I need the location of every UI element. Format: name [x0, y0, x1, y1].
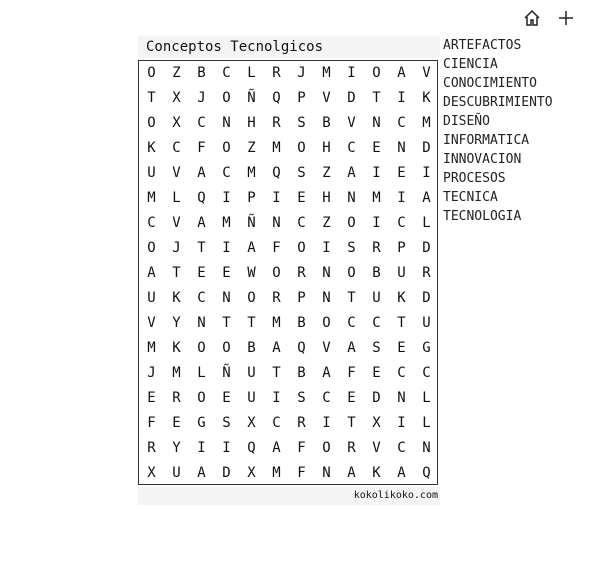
grid-cell[interactable]: O	[197, 340, 206, 356]
grid-cell[interactable]: V	[172, 165, 181, 181]
grid-cell[interactable]: X	[247, 465, 256, 481]
grid-cell[interactable]: I	[322, 415, 331, 431]
grid-cell[interactable]: E	[397, 165, 406, 181]
grid-cell[interactable]: Ñ	[247, 90, 256, 106]
grid-cell[interactable]: S	[372, 340, 381, 356]
grid-cell[interactable]: M	[272, 465, 281, 481]
grid-cell[interactable]: E	[397, 340, 406, 356]
grid-cell[interactable]: X	[147, 465, 156, 481]
grid-cell[interactable]: Q	[197, 190, 206, 206]
grid-cell[interactable]: C	[347, 140, 356, 156]
grid-cell[interactable]: Q	[422, 465, 431, 481]
grid-cell[interactable]: Z	[247, 140, 256, 156]
grid-cell[interactable]: Y	[172, 440, 181, 456]
grid-cell[interactable]: T	[172, 265, 181, 281]
grid-cell[interactable]: C	[397, 215, 406, 231]
grid-cell[interactable]: E	[297, 190, 306, 206]
grid-cell[interactable]: K	[397, 290, 406, 306]
grid-cell[interactable]: M	[322, 65, 331, 81]
grid-cell[interactable]: J	[197, 90, 206, 106]
word-list-item: PROCESOS	[443, 171, 506, 186]
grid-cell[interactable]: R	[372, 240, 381, 256]
grid-cell[interactable]: U	[422, 315, 431, 331]
grid-cell[interactable]: P	[297, 90, 306, 106]
grid-cell[interactable]: E	[172, 415, 181, 431]
grid-cell[interactable]: A	[422, 190, 431, 206]
grid-cell[interactable]: B	[197, 65, 206, 81]
grid-cell[interactable]: O	[147, 65, 156, 81]
grid-cell[interactable]: I	[347, 65, 356, 81]
grid-cell[interactable]: A	[147, 265, 156, 281]
grid-cell[interactable]: M	[422, 115, 431, 131]
grid-cell[interactable]: L	[247, 65, 256, 81]
word-list	[443, 36, 553, 226]
grid-cell[interactable]: C	[197, 115, 206, 131]
grid-cell[interactable]: N	[372, 115, 381, 131]
grid-cell[interactable]: O	[222, 340, 231, 356]
word-search-puzzle	[138, 36, 440, 505]
grid-cell[interactable]: J	[172, 240, 181, 256]
grid-cell[interactable]: I	[222, 240, 231, 256]
puzzle-title: Conceptos Tecnolgicos	[138, 36, 440, 58]
top-toolbar	[522, 8, 576, 28]
grid-cell[interactable]: O	[297, 240, 306, 256]
grid-cell[interactable]: E	[347, 390, 356, 406]
grid-cell[interactable]: R	[147, 440, 156, 456]
grid-cell[interactable]: L	[422, 415, 431, 431]
grid-cell[interactable]: M	[272, 140, 281, 156]
grid-cell[interactable]: O	[322, 440, 331, 456]
grid-cell[interactable]: A	[197, 215, 206, 231]
grid-cell[interactable]: O	[222, 90, 231, 106]
grid-cell[interactable]: R	[297, 415, 306, 431]
grid-cell[interactable]: O	[272, 265, 281, 281]
grid-cell[interactable]: B	[297, 315, 306, 331]
word-list-item: CONOCIMIENTO	[443, 76, 537, 91]
grid-cell[interactable]: H	[247, 115, 256, 131]
grid-cell[interactable]: L	[197, 365, 206, 381]
grid-cell[interactable]: N	[222, 290, 231, 306]
grid-cell[interactable]: C	[397, 440, 406, 456]
grid-cell[interactable]: V	[422, 65, 431, 81]
grid-cell[interactable]: C	[222, 165, 231, 181]
grid-cell[interactable]: I	[272, 190, 281, 206]
grid-cell[interactable]: V	[372, 440, 381, 456]
grid-cell[interactable]: I	[197, 440, 206, 456]
grid-cell[interactable]: A	[197, 165, 206, 181]
grid-cell[interactable]: T	[347, 415, 356, 431]
grid-cell[interactable]: C	[372, 315, 381, 331]
grid-cell[interactable]: H	[322, 140, 331, 156]
grid-cell[interactable]: C	[322, 390, 331, 406]
grid-cell[interactable]: O	[147, 115, 156, 131]
grid-cell[interactable]: Z	[172, 65, 181, 81]
grid-cell[interactable]: F	[197, 140, 206, 156]
grid-cell[interactable]: K	[422, 90, 431, 106]
grid-cell[interactable]: I	[397, 90, 406, 106]
word-list-item: CIENCIA	[443, 57, 498, 72]
grid-cell[interactable]: M	[272, 315, 281, 331]
grid-cell[interactable]: R	[272, 65, 281, 81]
grid-cell[interactable]: L	[422, 215, 431, 231]
grid-cell[interactable]: V	[147, 315, 156, 331]
grid-cell[interactable]: N	[272, 215, 281, 231]
grid-cell[interactable]: U	[247, 365, 256, 381]
grid-cell[interactable]: A	[322, 365, 331, 381]
grid-cell[interactable]: X	[372, 415, 381, 431]
grid-cell[interactable]: K	[147, 140, 156, 156]
grid-cell[interactable]: I	[372, 215, 381, 231]
grid-cell[interactable]: L	[422, 390, 431, 406]
grid-cell[interactable]: D	[222, 465, 231, 481]
grid-cell[interactable]: S	[297, 390, 306, 406]
grid-cell[interactable]: Ñ	[247, 215, 256, 231]
grid-cell[interactable]: O	[322, 315, 331, 331]
grid-cell[interactable]: A	[347, 465, 356, 481]
grid-cell[interactable]: B	[247, 340, 256, 356]
grid-cell[interactable]: T	[347, 290, 356, 306]
grid-cell[interactable]: U	[372, 290, 381, 306]
letter-grid[interactable]	[138, 60, 438, 485]
grid-cell[interactable]: D	[422, 290, 431, 306]
grid-cell[interactable]: T	[372, 90, 381, 106]
grid-cell[interactable]: U	[172, 465, 181, 481]
grid-cell[interactable]: N	[397, 140, 406, 156]
grid-cell[interactable]: X	[247, 415, 256, 431]
grid-cell[interactable]: R	[172, 390, 181, 406]
grid-cell[interactable]: J	[297, 65, 306, 81]
grid-cell[interactable]: H	[322, 190, 331, 206]
grid-cell[interactable]: P	[397, 240, 406, 256]
grid-cell[interactable]: C	[297, 215, 306, 231]
grid-cell[interactable]: B	[322, 115, 331, 131]
grid-cell[interactable]: A	[347, 340, 356, 356]
grid-cell[interactable]: C	[397, 365, 406, 381]
grid-cell[interactable]: M	[147, 190, 156, 206]
grid-cell[interactable]: V	[322, 90, 331, 106]
grid-cell[interactable]: O	[222, 140, 231, 156]
grid-cell[interactable]: Q	[272, 165, 281, 181]
grid-cell[interactable]: I	[222, 190, 231, 206]
word-list-item: TECNICA	[443, 190, 498, 205]
grid-cell[interactable]: U	[147, 165, 156, 181]
grid-cell[interactable]: N	[222, 115, 231, 131]
grid-cell[interactable]: I	[397, 190, 406, 206]
grid-cell[interactable]: K	[372, 465, 381, 481]
grid-cell[interactable]: L	[172, 190, 181, 206]
grid-cell[interactable]: D	[422, 140, 431, 156]
grid-cell[interactable]: C	[422, 365, 431, 381]
grid-cell[interactable]: F	[147, 415, 156, 431]
grid-cell[interactable]: A	[197, 465, 206, 481]
grid-cell[interactable]: C	[172, 140, 181, 156]
grid-cell[interactable]: E	[147, 390, 156, 406]
grid-cell[interactable]: A	[272, 440, 281, 456]
grid-cell[interactable]: A	[397, 65, 406, 81]
grid-cell[interactable]: N	[322, 265, 331, 281]
grid-cell[interactable]: A	[247, 240, 256, 256]
grid-cell[interactable]: T	[222, 315, 231, 331]
grid-cell[interactable]: D	[347, 90, 356, 106]
grid-cell[interactable]: M	[147, 340, 156, 356]
grid-cell[interactable]: R	[272, 290, 281, 306]
grid-cell[interactable]: P	[297, 290, 306, 306]
grid-cell[interactable]: P	[247, 190, 256, 206]
word-list-item: INFORMATICA	[443, 133, 530, 148]
word-list-item: TECNOLOGIA	[443, 209, 522, 224]
word-list-item: DESCUBRIMIENTO	[443, 95, 553, 110]
grid-cell[interactable]: I	[397, 415, 406, 431]
grid-cell[interactable]: C	[197, 290, 206, 306]
grid-cell[interactable]: N	[422, 440, 431, 456]
grid-cell[interactable]: T	[272, 365, 281, 381]
grid-cell[interactable]: C	[272, 415, 281, 431]
grid-cell[interactable]: W	[247, 265, 256, 281]
grid-cell[interactable]: G	[422, 340, 431, 356]
grid-cell[interactable]: U	[397, 265, 406, 281]
grid-cell[interactable]: V	[322, 340, 331, 356]
grid-cell[interactable]: R	[297, 265, 306, 281]
word-list-item: DISEÑO	[443, 114, 490, 129]
grid-cell[interactable]: S	[222, 415, 231, 431]
grid-cell[interactable]: N	[347, 190, 356, 206]
grid-cell[interactable]: D	[422, 240, 431, 256]
grid-cell[interactable]: V	[347, 115, 356, 131]
grid-cell[interactable]: U	[147, 290, 156, 306]
grid-cell[interactable]: O	[372, 65, 381, 81]
grid-cell[interactable]: E	[222, 390, 231, 406]
site-credit: kokolikoko.com	[138, 487, 440, 505]
grid-cell[interactable]: K	[172, 340, 181, 356]
word-list-item: INNOVACION	[443, 152, 522, 167]
grid-cell[interactable]: S	[297, 115, 306, 131]
grid-cell[interactable]: V	[172, 215, 181, 231]
grid-cell[interactable]: X	[172, 90, 181, 106]
grid-cell[interactable]: Q	[297, 340, 306, 356]
grid-cell[interactable]: K	[172, 290, 181, 306]
grid-cell[interactable]: T	[147, 90, 156, 106]
grid-cell[interactable]: S	[297, 165, 306, 181]
grid-cell[interactable]: O	[247, 290, 256, 306]
grid-cell[interactable]: A	[397, 465, 406, 481]
grid-cell[interactable]: R	[347, 440, 356, 456]
grid-cell[interactable]: N	[197, 315, 206, 331]
grid-cell[interactable]: M	[222, 215, 231, 231]
grid-cell[interactable]: O	[297, 140, 306, 156]
home-icon[interactable]	[522, 8, 542, 28]
grid-cell[interactable]: E	[372, 365, 381, 381]
grid-cell[interactable]: J	[147, 365, 156, 381]
grid-cell[interactable]: U	[247, 390, 256, 406]
grid-cell[interactable]: I	[272, 390, 281, 406]
grid-cell[interactable]: O	[347, 265, 356, 281]
grid-cell[interactable]: E	[222, 265, 231, 281]
grid-cell[interactable]: B	[372, 265, 381, 281]
grid-cell[interactable]: M	[247, 165, 256, 181]
grid-cell[interactable]: C	[222, 65, 231, 81]
grid-cell[interactable]: F	[347, 365, 356, 381]
grid-cell[interactable]: E	[372, 140, 381, 156]
grid-cell[interactable]: M	[372, 190, 381, 206]
grid-cell[interactable]: I	[222, 440, 231, 456]
grid-cell[interactable]: R	[422, 265, 431, 281]
grid-cell[interactable]: N	[322, 465, 331, 481]
grid-cell[interactable]: T	[247, 315, 256, 331]
grid-cell[interactable]: S	[347, 240, 356, 256]
grid-cell[interactable]: Z	[322, 165, 331, 181]
grid-cell[interactable]: O	[197, 390, 206, 406]
grid-cell[interactable]: I	[372, 165, 381, 181]
grid-cell[interactable]: N	[322, 290, 331, 306]
grid-cell[interactable]: Q	[272, 90, 281, 106]
grid-cell[interactable]: F	[272, 240, 281, 256]
plus-icon[interactable]	[556, 8, 576, 28]
grid-cell[interactable]: E	[197, 265, 206, 281]
grid-cell[interactable]: A	[272, 340, 281, 356]
grid-cell[interactable]: T	[397, 315, 406, 331]
grid-cell[interactable]: M	[172, 365, 181, 381]
grid-cell[interactable]: G	[197, 415, 206, 431]
grid-cell[interactable]: C	[147, 215, 156, 231]
grid-cell[interactable]: O	[347, 215, 356, 231]
grid-cell[interactable]: F	[297, 465, 306, 481]
grid-cell[interactable]: N	[397, 390, 406, 406]
word-list-item: ARTEFACTOS	[443, 38, 522, 53]
grid-cell[interactable]: Z	[322, 215, 331, 231]
grid-cell[interactable]: O	[147, 240, 156, 256]
grid-cell[interactable]: Y	[172, 315, 181, 331]
grid-cell[interactable]: C	[397, 115, 406, 131]
grid-cell[interactable]: F	[297, 440, 306, 456]
grid-cell[interactable]: I	[322, 240, 331, 256]
grid-cell[interactable]: A	[347, 165, 356, 181]
grid-cell[interactable]: X	[172, 115, 181, 131]
grid-cell[interactable]: R	[272, 115, 281, 131]
grid-cell[interactable]: Ñ	[222, 365, 231, 381]
grid-cell[interactable]: I	[422, 165, 431, 181]
grid-cell[interactable]: T	[197, 240, 206, 256]
grid-cell[interactable]: B	[297, 365, 306, 381]
grid-cell[interactable]: D	[372, 390, 381, 406]
grid-cell[interactable]: C	[347, 315, 356, 331]
grid-cell[interactable]: Q	[247, 440, 256, 456]
